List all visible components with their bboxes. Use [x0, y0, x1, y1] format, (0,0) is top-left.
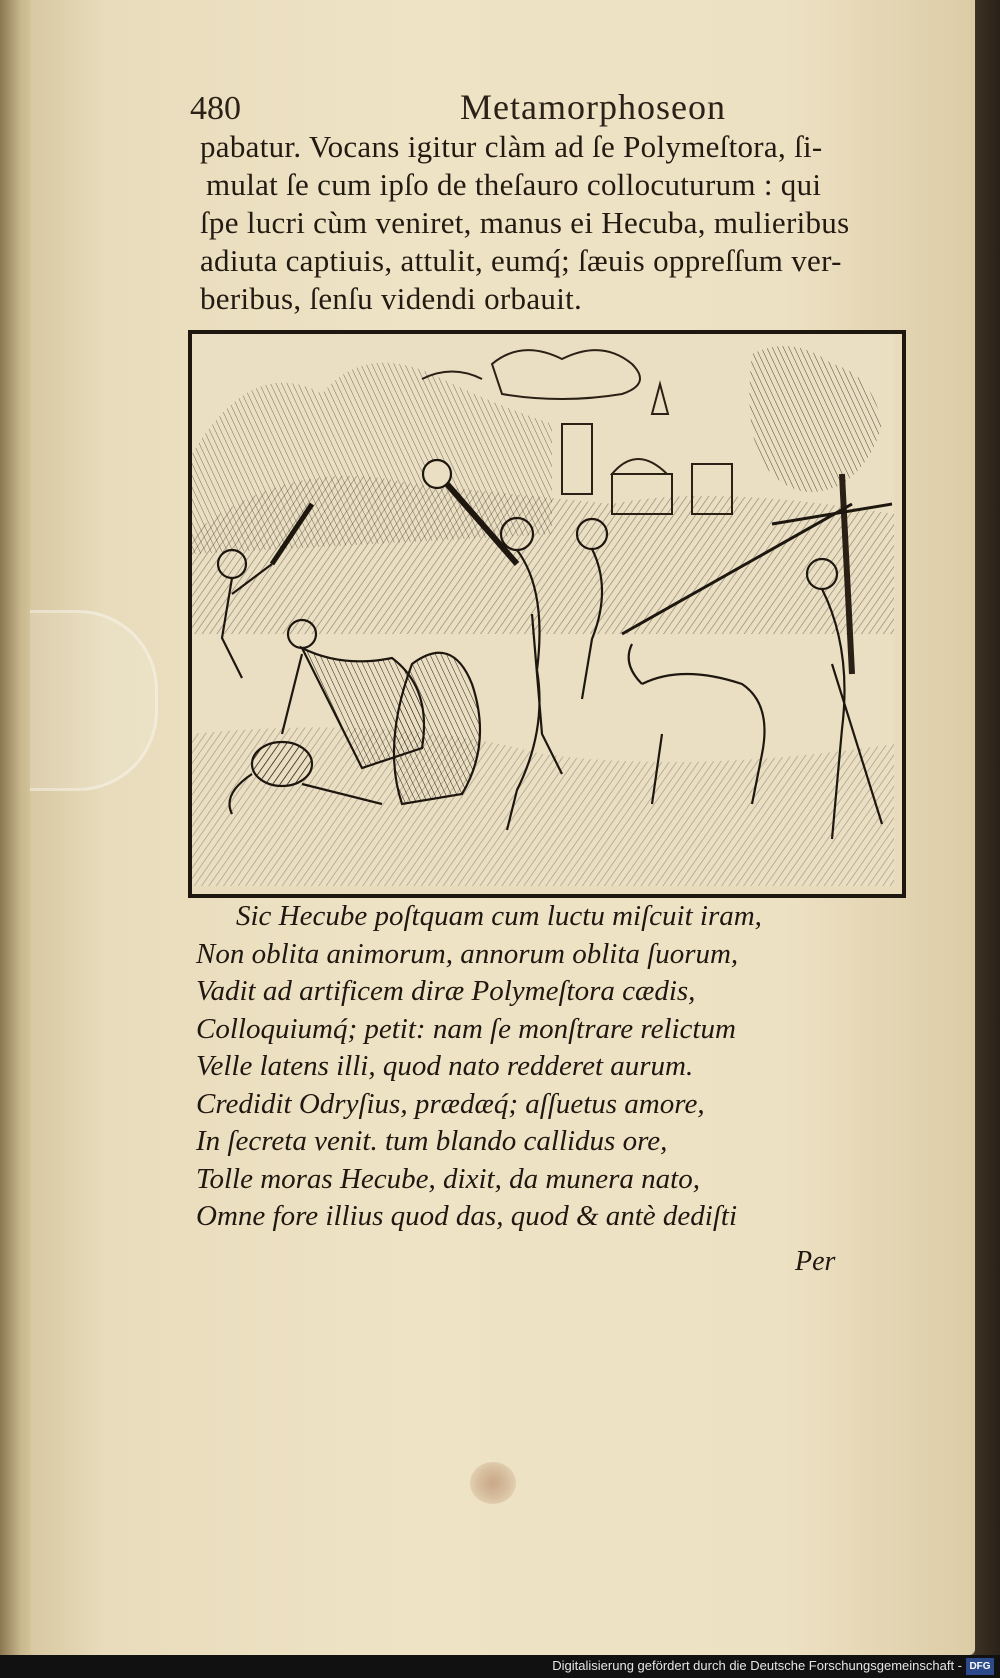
prose-line: ſpe lucri cùm veniret, manus ei Hecuba, mulieribus	[200, 205, 850, 240]
footer-bar	[0, 1655, 1000, 1678]
page-number: 480	[190, 90, 241, 127]
running-title: Metamorphoseon	[460, 87, 726, 127]
verse-line: Omne fore illius quod das, quod & antè dediſti	[196, 1200, 738, 1232]
woodcut-illustration	[188, 330, 906, 898]
paper-stain	[470, 1462, 516, 1504]
verse-line: Velle latens illi, quod nato redderet aurum.	[196, 1050, 694, 1082]
woodcut-drawing	[192, 334, 894, 886]
prose-paragraph	[200, 128, 900, 318]
verse-line: In ſecreta venit. tum blando callidus ore,	[196, 1125, 668, 1157]
verse-line: Non oblita animorum, annorum oblita ſuorum,	[196, 937, 739, 970]
footer-credit: Digitalisierung gefördert durch die Deutsche Forschungsgemeinschaft -	[552, 1658, 962, 1673]
verse-line: Sic Hecube poſtquam cum luctu miſcuit iram,	[236, 900, 762, 932]
prose-line: pabatur. Vocans igitur clàm ad ſe Polymeſtora, ſi-	[200, 129, 823, 164]
prose-line: adiuta captiuis, attulit, eumq́; ſæuis oppreſſum ver-	[200, 243, 842, 278]
verse-line: Colloquiumq́; petit: nam ſe monſtrare relictum	[196, 1012, 736, 1045]
verse-line: Vadit ad artificem diræ Polymeſtora cædis,	[196, 975, 696, 1007]
prose-line: beribus, ſenſu videndi orbauit.	[200, 281, 583, 316]
catchword: Per	[795, 1246, 836, 1277]
page-clip	[30, 610, 158, 791]
verse-line: Credidit Odryſius, prædæq́; aſſuetus amore,	[196, 1087, 705, 1120]
verse-line: Tolle moras Hecube, dixit, da munera nato,	[196, 1162, 700, 1195]
running-head	[190, 86, 930, 126]
prose-line: mulat ſe cum ipſo de theſauro collocuturum : qui	[206, 167, 822, 202]
verse-block	[196, 898, 896, 1236]
dfg-logo: DFG	[966, 1658, 994, 1675]
